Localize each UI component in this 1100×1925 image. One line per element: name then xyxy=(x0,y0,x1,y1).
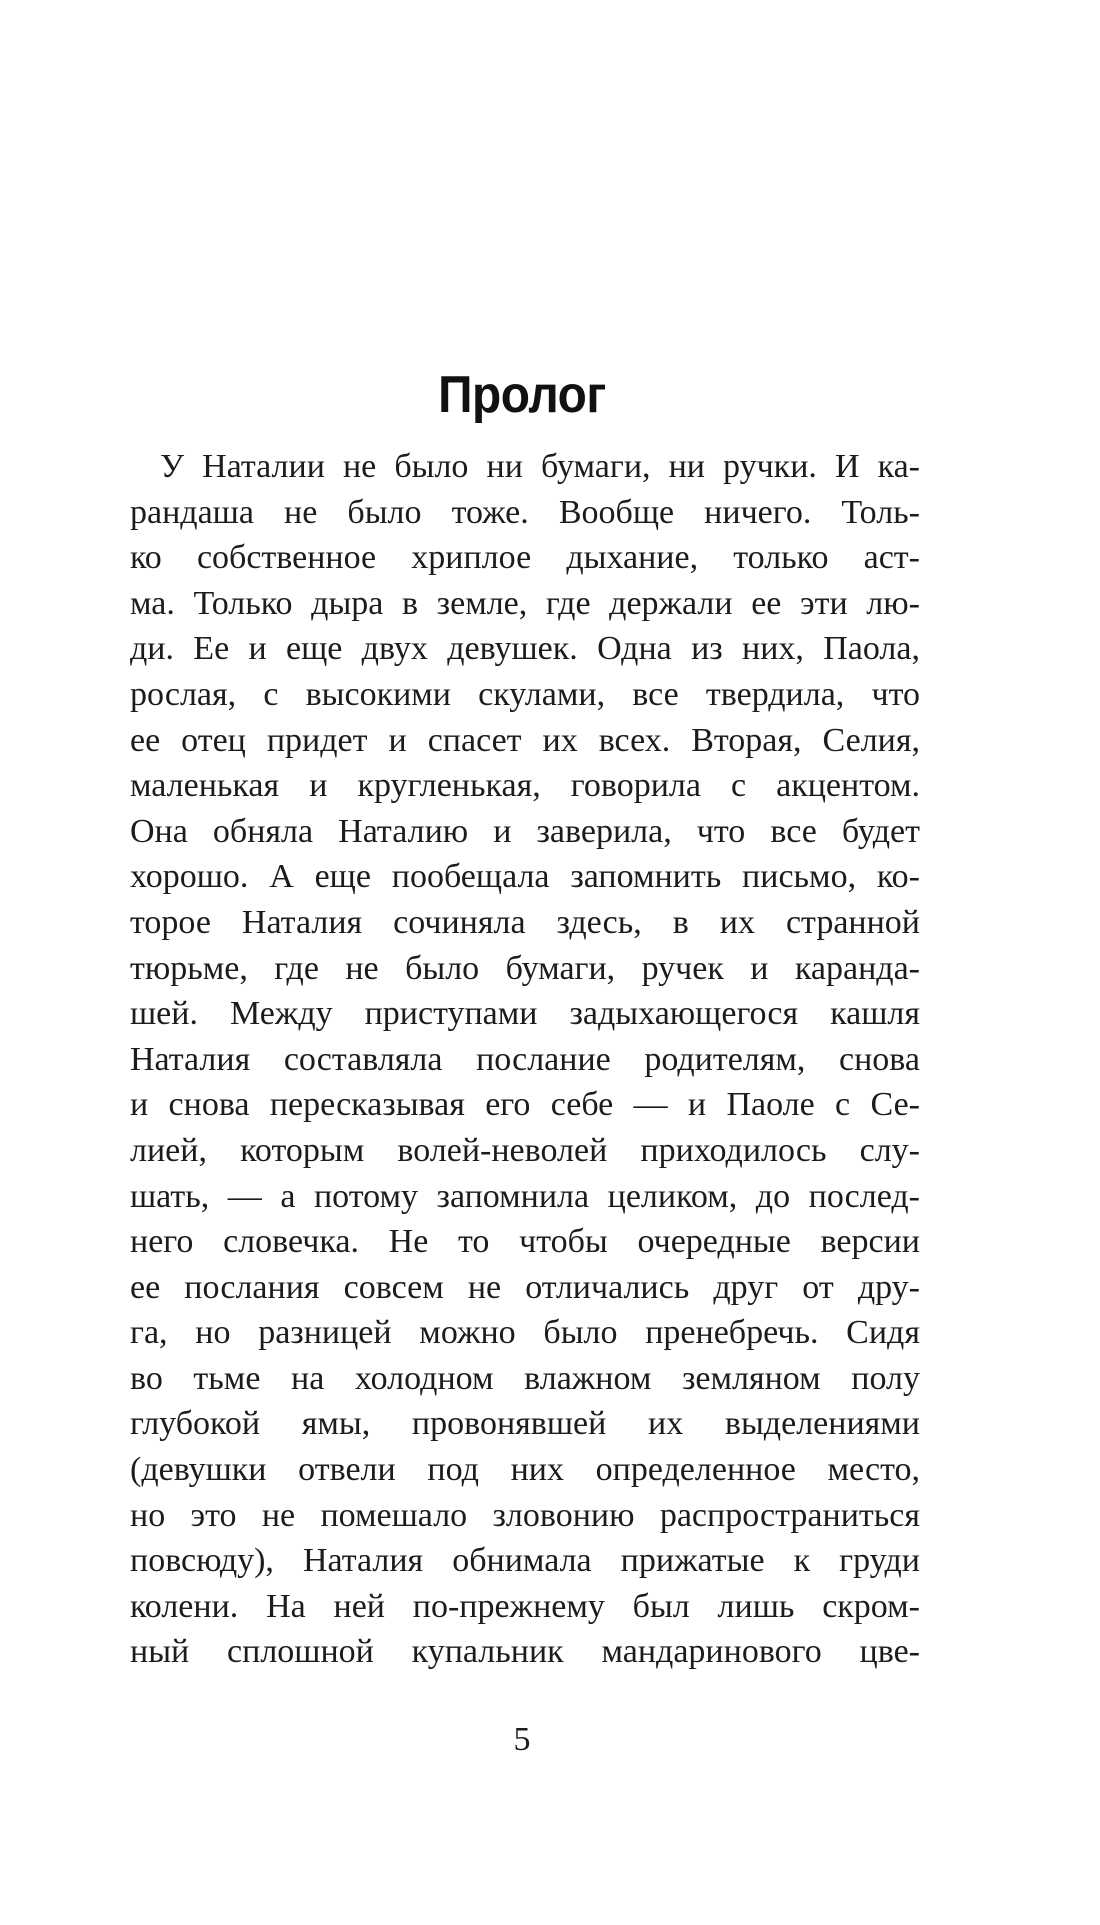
text-line: глубокой ямы, провонявшей их выделениями xyxy=(130,1405,920,1443)
text-line: ди. Ее и еще двух девушек. Одна из них, Паола, xyxy=(130,630,920,668)
text-line: во тьме на холодном влажном земляном полу xyxy=(130,1359,920,1397)
text-line: ко собственное хриплое дыхание, только аст- xyxy=(130,539,920,577)
text-line: шей. Между приступами задыхающегося кашля xyxy=(130,995,920,1033)
text-line: но это не помешало зловонию распространиться xyxy=(130,1496,920,1534)
text-line: ее послания совсем не отличались друг от дру- xyxy=(130,1268,920,1306)
text-line: ный сплошной купальник мандаринового цве- xyxy=(130,1633,920,1671)
text-line: Она обняла Наталию и заверила, что все будет xyxy=(130,812,920,850)
text-line: шать, — а потому запомнила целиком, до послед- xyxy=(130,1177,920,1215)
chapter-title: Пролог xyxy=(438,366,606,424)
body-text xyxy=(130,444,920,1675)
text-line: ее отец придет и спасет их всех. Вторая, Селия, xyxy=(130,721,920,759)
text-line: маленькая и кругленькая, говорила с акцентом. xyxy=(130,767,920,805)
text-line: га, но разницей можно было пренебречь. Сидя xyxy=(130,1314,920,1352)
text-line: ма. Только дыра в земле, где держали ее эти лю- xyxy=(130,584,920,622)
text-line: рандаша не было тоже. Вообще ничего. Толь- xyxy=(130,493,920,531)
text-line: У Наталии не было ни бумаги, ни ручки. И ка- xyxy=(160,448,920,485)
text-line: лией, которым волей-неволей приходилось слу- xyxy=(130,1131,920,1169)
text-line: повсюду), Наталия обнимала прижатые к груди xyxy=(130,1542,920,1580)
page-number: 5 xyxy=(513,1721,531,1758)
text-line: хорошо. А еще пообещала запомнить письмо, ко- xyxy=(130,858,920,896)
text-line: Наталия составляла послание родителям, снова xyxy=(130,1040,920,1078)
text-line: тюрьме, где не было бумаги, ручек и каранда- xyxy=(130,949,920,987)
text-line: (девушки отвели под них определенное место, xyxy=(130,1451,920,1489)
text-line: торое Наталия сочиняла здесь, в их странной xyxy=(130,903,920,941)
text-line: колени. На ней по-прежнему был лишь скром- xyxy=(130,1587,920,1625)
text-line: него словечка. Не то чтобы очередные версии xyxy=(130,1223,920,1261)
text-line: и снова пересказывая его себе — и Паоле с Се- xyxy=(130,1086,920,1124)
text-line: рослая, с высокими скулами, все твердила, что xyxy=(130,675,920,713)
